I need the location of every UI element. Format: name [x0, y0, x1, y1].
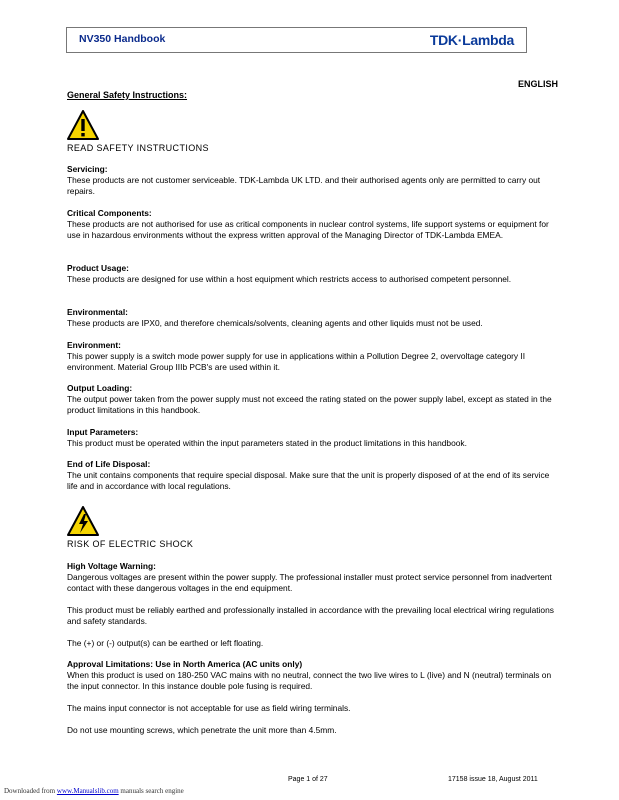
warning-label-shock: RISK OF ELECTRIC SHOCK: [67, 539, 194, 549]
section-text: This product must be reliably earthed and professionally installed in accordance with the prevailing local electrical wiring regulations and safety standards.: [67, 604, 554, 626]
section-heading: Environment:: [67, 340, 121, 350]
issue-info: 17158 issue 18, August 2011: [448, 776, 538, 783]
section-environment: [67, 340, 557, 373]
section-product-usage: [67, 263, 557, 285]
download-prefix: Downloaded from: [4, 787, 57, 795]
section-heading: Servicing:: [67, 164, 108, 174]
tdk-lambda-logo: TDK·Lambda: [429, 32, 514, 48]
section-heading: Output Loading:: [67, 383, 133, 393]
section-servicing: [67, 164, 557, 197]
section-heading: Product Usage:: [67, 263, 129, 273]
section-text: Dangerous voltages are present within the power supply. The professional installer must protect service personnel from inadvertent contact with these dangerous voltages in the end equipment.: [67, 571, 552, 593]
section-text: This power supply is a switch mode power supply for use in applications within a Pollution Degree 2, overvoltage category II environment. Material Group IIIb PCB's are used within it.: [67, 350, 526, 372]
section-critical-components: [67, 208, 557, 241]
section-heading: Environmental:: [67, 307, 128, 317]
page-number: Page 1 of 27: [288, 776, 328, 783]
section-text: These products are not customer serviceable. TDK-Lambda UK LTD. and their authorised agents only are permitted to carry out repairs.: [67, 174, 541, 196]
section-text: These products are IPX0, and therefore chemicals/solvents, cleaning agents and other liquids must not be used.: [67, 317, 483, 328]
warning-exclamation-icon: [67, 110, 99, 140]
section-environmental: [67, 307, 557, 329]
section-heading: End of Life Disposal:: [67, 459, 151, 469]
download-notice: [4, 787, 184, 795]
section-approval-limitations: [67, 659, 557, 736]
section-high-voltage: [67, 561, 557, 648]
manualslib-link[interactable]: www.Manualslib.com: [56, 787, 119, 795]
language-label: ENGLISH: [517, 79, 558, 89]
section-heading: Critical Components:: [67, 208, 152, 218]
section-text: When this product is used on 180-250 VAC mains with no neutral, connect the two live wires to L (live) and N (neutral) terminals on the input connector. In this instance double pole fusing is required.: [67, 669, 552, 691]
section-input-parameters: [67, 427, 557, 449]
section-text: This product must be operated within the input parameters stated in the product limitations in this handbook.: [67, 437, 467, 448]
section-text: Do not use mounting screws, which penetrate the unit more than 4.5mm.: [67, 724, 337, 735]
section-heading: Approval Limitations: Use in North America (AC units only): [67, 659, 303, 669]
page-title: General Safety Instructions:: [67, 90, 188, 100]
section-text: The unit contains components that require special disposal. Make sure that the unit is properly disposed of at the end of its service life and in accordance with local regulations.: [67, 469, 550, 491]
download-suffix: manuals search engine: [118, 787, 184, 795]
section-text: The mains input connector is not acceptable for use as field wiring terminals.: [67, 702, 351, 713]
section-end-of-life: [67, 459, 557, 492]
electric-shock-warning-icon: [67, 506, 99, 536]
section-text: The (+) or (-) output(s) can be earthed or left floating.: [67, 637, 264, 648]
section-text: These products are designed for use within a host equipment which restricts access to authorised competent personnel.: [67, 273, 512, 284]
warning-label-safety: READ SAFETY INSTRUCTIONS: [67, 143, 209, 153]
section-text: These products are not authorised for use as critical components in nuclear control systems, life support systems or equipment for use in hazardous environments without the express written approval of the Managing Director of TDK-Lambda EMEA.: [67, 218, 549, 240]
section-heading: High Voltage Warning:: [67, 561, 156, 571]
page-header: [66, 27, 527, 53]
handbook-title: NV350 Handbook: [79, 33, 166, 45]
section-output-loading: [67, 383, 557, 416]
section-heading: Input Parameters:: [67, 427, 139, 437]
section-text: The output power taken from the power supply must not exceed the rating stated on the power supply label, except as stated in the product limitations in this handbook.: [67, 393, 552, 415]
